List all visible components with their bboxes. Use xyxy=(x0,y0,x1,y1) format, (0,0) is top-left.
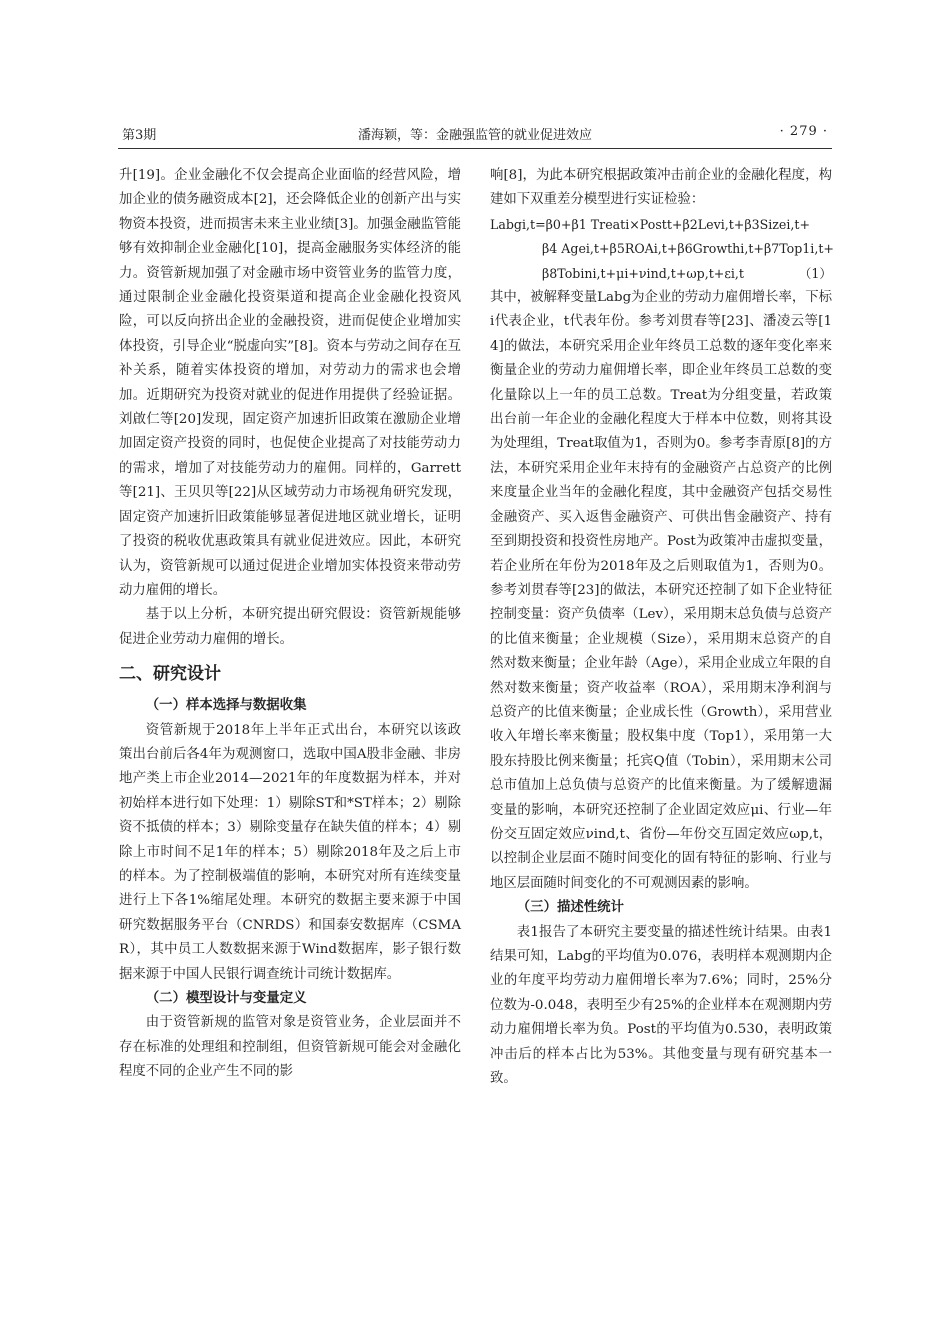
subsection-heading: （一）样本选择与数据收集 xyxy=(145,698,307,714)
equation-line: β4 Agei,t+β5ROAi,t+β6Growthi,t+β7Top1i,t+ xyxy=(542,241,834,257)
right-column xyxy=(490,164,832,1091)
paragraph: 升[19]。企业金融化不仅会提高企业面临的经营风险，增加企业的债务融资成本[2]，还会降低企业的创新产出与实物资本投资，进而损害未来主业业绩[3]。加强金融监管能够有效抑制企业金融化[10]，提高金融服务实体经济的能力。资管新规加强了对金融市场中资管业务的监管力度，通过限制企业金融化投资渠道和提高企业金融化投资风险，可以反向挤出企业的金融投资，进而促使企业增加实体投资，引导企业“脱虚向实”[8]。资本与劳动之间存在互补关系，随着实体投资的增加，对劳动力的需求也会增加。近期研究为投资对就业的促进作用提供了经验证据。刘啟仁等[20]发现，固定资产加速折旧政策在激励企业增加固定资产投资的同时，也促使企业提高了对技能劳动力的需求，增加了对技能劳动力的雇佣。同样的，Garrett等[21]、王贝贝等[22]从区域劳动力市场视角研究发现，固定资产加速折旧政策能够显著促进地区就业增长，证明了投资的税收优惠政策具有就业促进效应。因此，本研究认为，资管新规可以通过促进企业增加实体投资来带动劳动力雇佣的增长。 xyxy=(119,168,461,598)
equation-line xyxy=(490,262,832,286)
section-heading: 二、研究设计 xyxy=(119,664,221,685)
running-header xyxy=(118,118,832,149)
running-title: 潘海颖，等：金融强监管的就业促进效应 xyxy=(357,128,592,143)
paragraph: 由于资管新规的监管对象是资管业务，企业层面并不存在标准的处理组和控制组，但资管新规可能会对金融化程度不同的企业产生不同的影 xyxy=(119,1015,461,1080)
paragraph: 资管新规于2018年上半年正式出台，本研究以该政策出台前后各4年为观测窗口，选取中国A股非金融、非房地产类上市企业2014—2021年的年度数据为样本，并对初始样本进行如下处理：1）剔除ST和*ST样本；2）剔除资不抵债的样本；3）剔除变量存在缺失值的样本；4）剔除上市时间不足1年的样本；5）剔除2018年及之后上市的样本。为了控制极端值的影响，本研究对所有连续变量进行上下各1%缩尾处理。本研究的数据主要来源于中国研究数据服务平台（CNRDS）和国泰安数据库（CSMAR），其中员工人数数据来源于Wind数据库，影子银行数据来源于中国人民银行调查统计司统计数据库。 xyxy=(119,722,461,982)
hypothesis-paragraph: 基于以上分析，本研究提出研究假设：资管新规能够促进企业劳动力雇佣的增长。 xyxy=(119,607,461,647)
issue-number: 第3期 xyxy=(122,128,157,143)
subsection-heading: （二）模型设计与变量定义 xyxy=(145,991,307,1006)
paragraph: 响[8]，为此本研究根据政策冲击前企业的金融化程度，构建如下双重差分模型进行实证检验： xyxy=(490,168,832,208)
did-model-equation xyxy=(490,213,832,286)
paragraph: 表1报告了本研究主要变量的描述性统计结果。由表1结果可知，Labg的平均值为0.076，表明样本观测期内企业的年度平均劳动力雇佣增长率为7.6%；同时，25%分位数为-0.048，表明至少有25%的企业样本在观测期内劳动力雇佣增长率为负。Post的平均值为0.530，表明政策冲击后的样本占比为53%。其他变量与现有研究基本一致。 xyxy=(490,924,832,1087)
equation-line-text: β8Tobini,t+μi+νind,t+ωp,t+εi,t xyxy=(542,265,744,281)
paragraph: 其中，被解释变量Labg为企业的劳动力雇佣增长率，下标i代表企业，t代表年份。参考刘贯春等[23]、潘凌云等[14]的做法，本研究采用企业年终员工总数的逐年变化率来衡量企业的劳动力雇佣增长率，即企业年终员工总数的变化量除以上一年的员工总数。Treat为分组变量，若政策出台前一年企业的金融化程度大于样本中位数，则将其设为处理组，Treat取值为1，否则为0。参考李青原[8]的方法，本研究采用企业年末持有的金融资产占总资产的比例来度量企业当年的金融化程度，其中金融资产包括交易性金融资产、买入返售金融资产、可供出售金融资产、持有至到期投资和投资性房地产。Post为政策冲击虚拟变量，若企业所在年份为2018年及之后则取值为1，否则为0。参考刘贯春等[23]的做法，本研究还控制了如下企业特征控制变量：资产负债率（Lev），采用期末总负债与总资产的比值来衡量；企业规模（Size），采用期末总资产的自然对数来衡量；企业年龄（Age），采用企业成立年限的自然对数来衡量；资产收益率（ROA），采用期末净利润与总资产的比值来衡量；企业成长性（Growth），采用营业收入年增长率来衡量；股权集中度（Top1），采用第一大股东持股比例来衡量；托宾Q值（Tobin），采用期末公司总市值加上总负债与总资产的比值来衡量。为了缓解遗漏变量的影响，本研究还控制了企业固定效应μi、行业—年份交互固定效应νind,t、省份—年份交互固定效应ωp,t，以控制企业层面不随时间变化的固有特征的影响、行业与地区层面随时间变化的不可观测因素的影响。 xyxy=(490,290,833,891)
subsection-heading: （三）描述性统计 xyxy=(516,900,624,916)
left-column xyxy=(119,164,461,1085)
equation-line: Labgi,t=β0+β1 Treati×Postt+β2Levi,t+β3Sizei,t+ xyxy=(490,216,811,232)
equation-number: （1） xyxy=(798,265,832,281)
page-number: · 279 · xyxy=(779,124,828,139)
